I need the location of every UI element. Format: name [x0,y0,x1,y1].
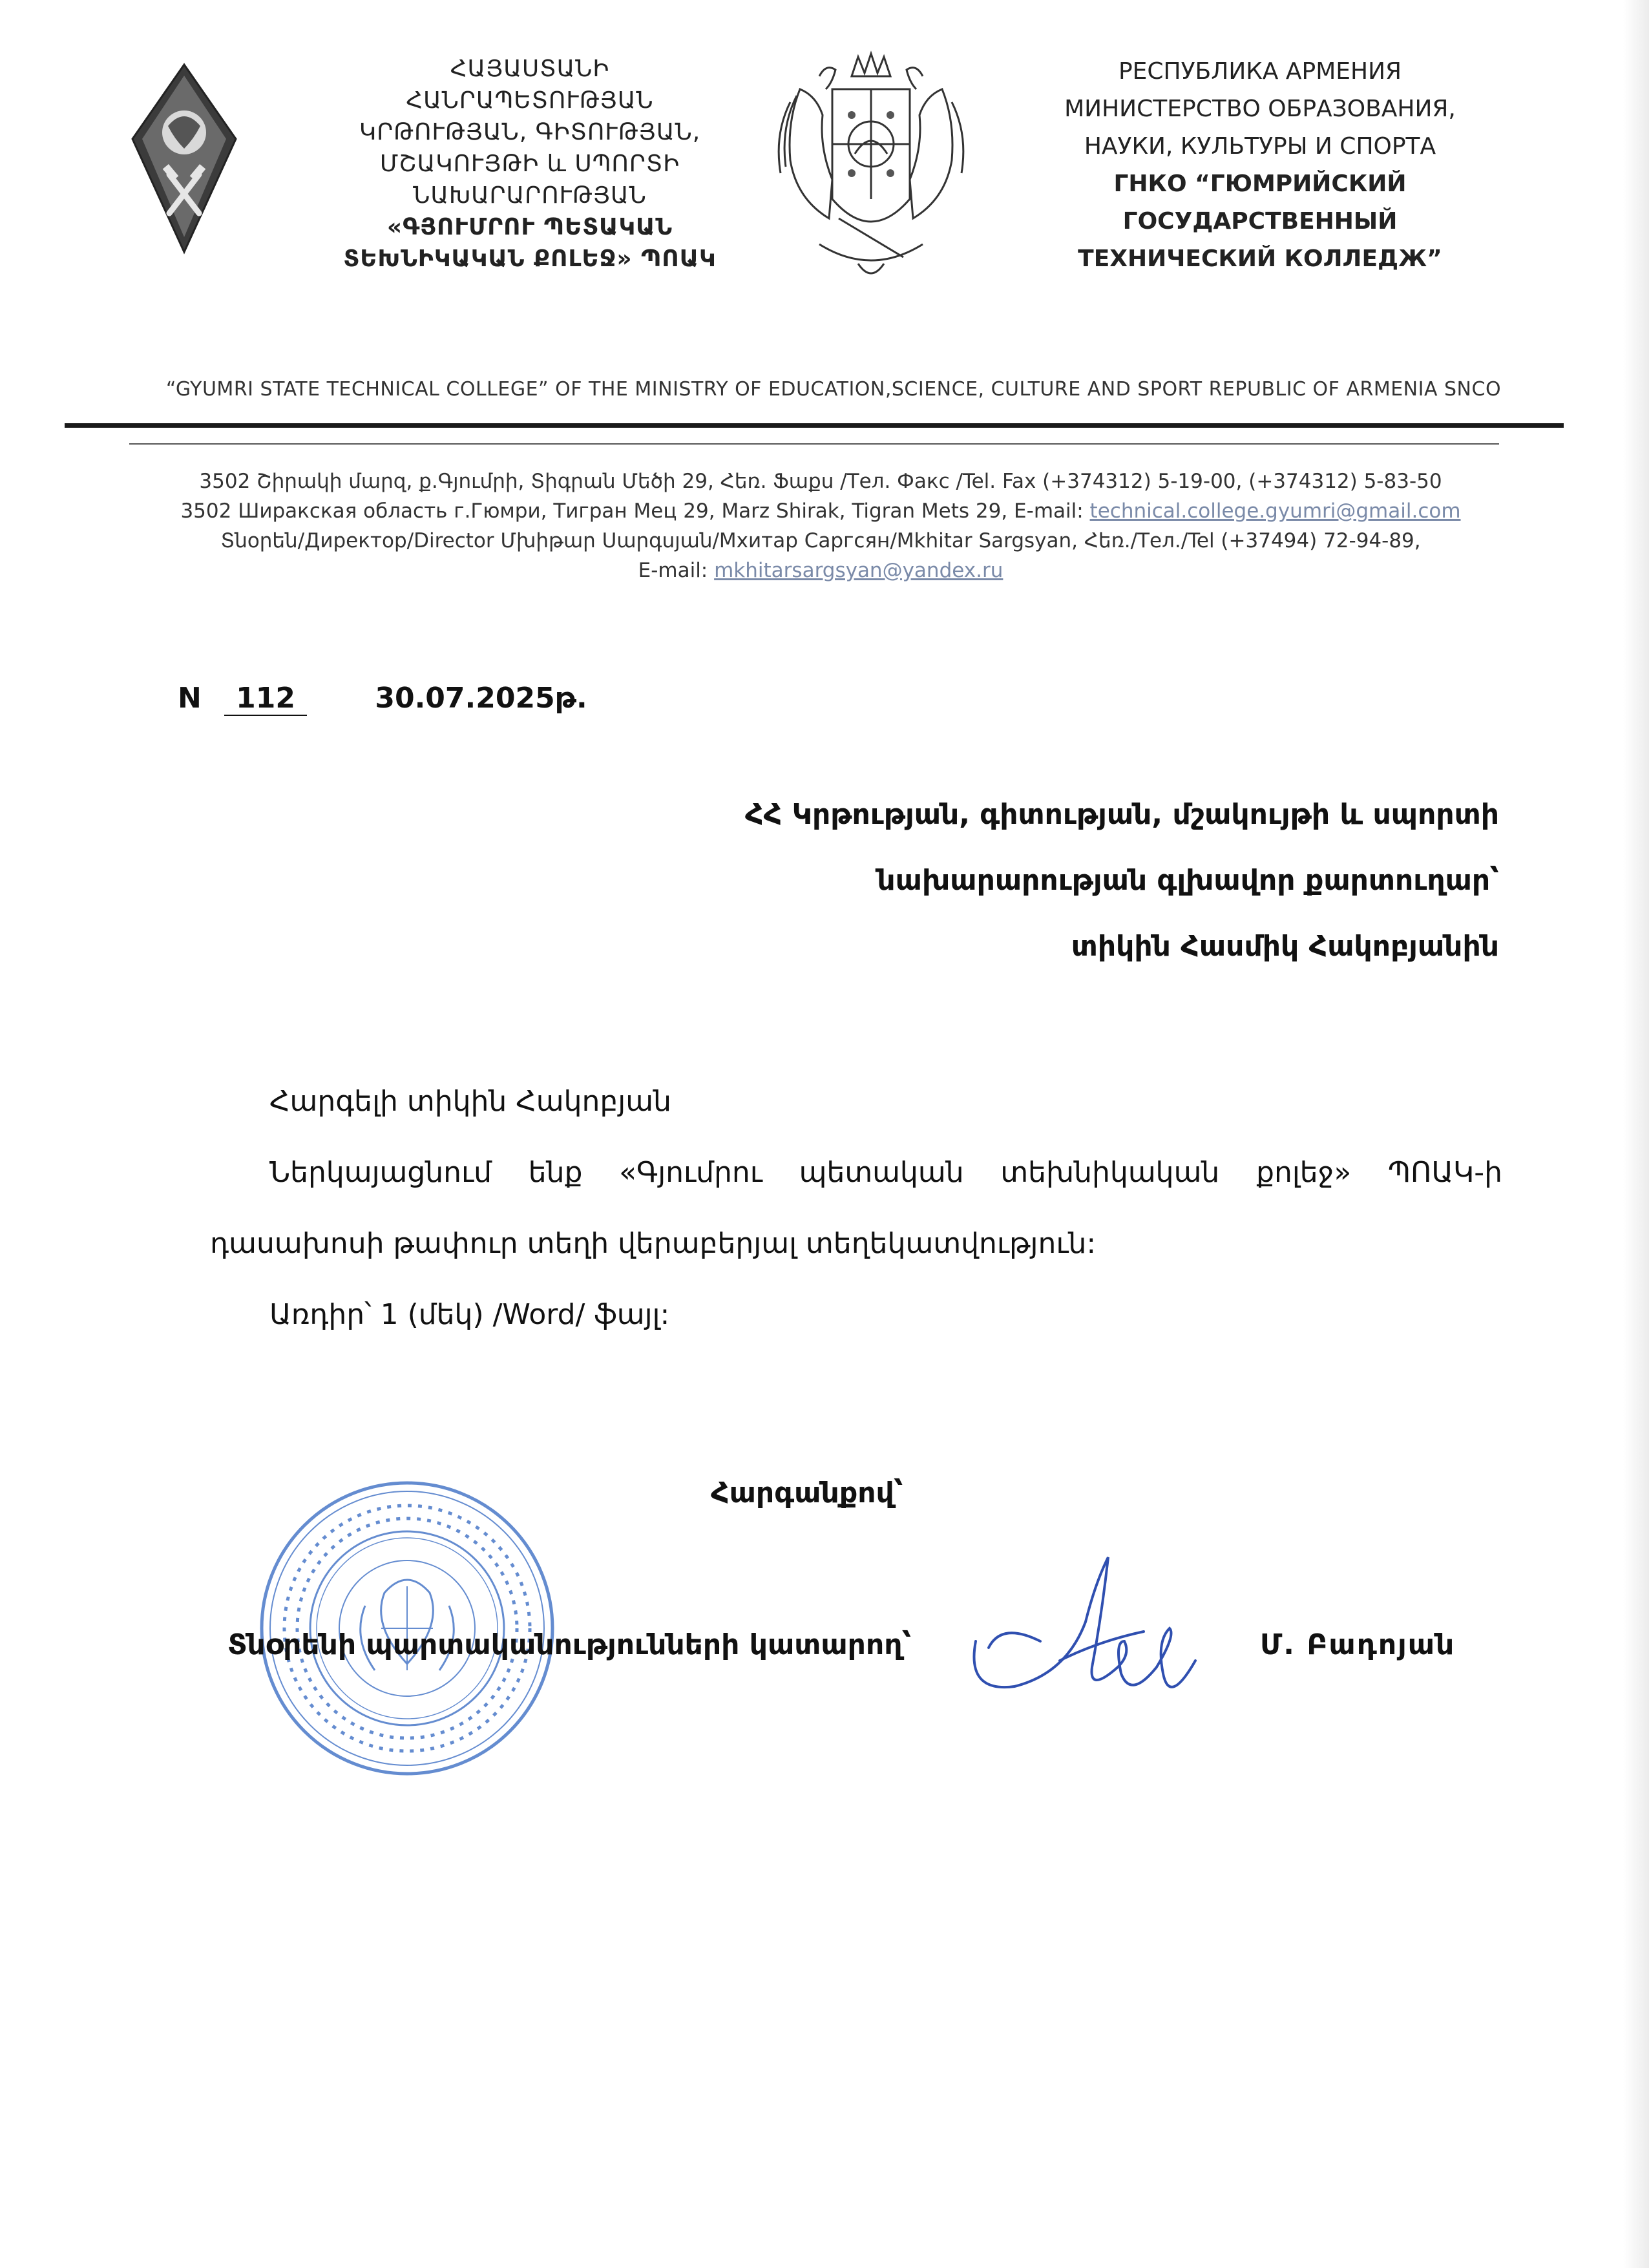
header-ru-line: ГОСУДАРСТВЕННЫЙ [1122,208,1398,235]
attachment-note: Առդիր՝ 1 (մեկ) /Word/ ֆայլ: [269,1298,670,1331]
header-hy-line: ՏԵԽՆԻԿԱԿԱՆ ՔՈԼԵՋ» ՊՈԱԿ [343,246,717,272]
college-logo-icon [129,61,239,255]
reference-number: 112 [224,682,307,716]
header-hy-line: «ԳՅՈՒՄՐՈՒ ՊԵՏԱԿԱՆ [386,214,673,240]
contact-info [78,467,1564,585]
header-russian [989,53,1531,278]
header-ru-line: ТЕХНИЧЕСКИЙ КОЛЛЕДЖ” [1078,246,1442,272]
college-email-link[interactable]: technical.college.gyumri@gmail.com [1089,499,1461,523]
header-ru-line: НАУКИ, КУЛЬТУРЫ И СПОРТА [1084,133,1436,160]
signatory-position: Տնօրենի պարտականությունների կատարող՝ [227,1628,912,1661]
header-hy-line: ՄՇԱԿՈՒՅԹԻ և ՍՊՈՐՏԻ [379,151,680,177]
header-ru-line: РЕСПУБЛИКА АРМЕНИЯ [1118,58,1402,85]
contact-address-text: 3502 Ширакская область г.Гюмри, Тигран Мец 29, Marz Shirak, Tigran Mets 29, E-mail: [180,499,1090,523]
addressee-block [530,782,1499,980]
contact-line-director: Տնօրեն/Директор/Director Մխիթար Սարգսյան/Мхитар Саргсян/Mkhitar Sargsyan, Հեռ./Тел./Tel (+37494) 72-94-89, [220,529,1421,552]
addressee-line: ՀՀ Կրթության, գիտության, մշակույթի և սպորտի [745,798,1499,831]
body-paragraph-line1: Ներկայացնում ենք «Գյումրու պետական տեխնիկական քոլեջ» ՊՈԱԿ-ի [269,1156,1502,1189]
header-hy-line: ՀԱՆՐԱՊԵՏՈՒԹՅԱՆ [406,87,654,114]
header-armenian [252,53,808,275]
header-ru-line: МИНИСТЕРСТВО ОБРАЗОВАНИЯ, [1064,96,1456,122]
closing-regards: Հարգանքով՝ [711,1476,903,1509]
reference-date: 30.07.2025թ. [375,682,587,715]
contact-line-address-ru [78,496,1564,526]
contact-line-director-email [78,556,1564,585]
addressee-line: տիկին Հասմիկ Հակոբյանին [1071,930,1499,963]
body-paragraph-line2: դասախոսի թափուր տեղի վերաբերյալ տեղեկատվություն: [210,1227,1097,1260]
header-english: “GYUMRI STATE TECHNICAL COLLEGE” OF THE MINISTRY OF EDUCATION,SCIENCE, CULTURE AND SPORT REPUBLIC OF ARMENIA SNCO [165,378,1502,401]
addressee-line: նախարարության գլխավոր քարտուղար՝ [877,864,1499,897]
contact-line-address-hy: 3502 Շիրակի մարզ, ք.Գյումրի, Տիգրան Մեծի 29, Հեռ. Ֆաքս /Тел. Факс /Tel. Fax (+374312) 5-19-00, (+374312) 5-83-50 [199,470,1442,493]
signature-icon [963,1544,1215,1738]
header-ru-line: ГНКО “ГЮМРИЙСКИЙ [1113,171,1407,197]
header-divider-thick [65,423,1564,428]
header-divider-thin [129,443,1499,445]
header-hy-line: ԿՐԹՈՒԹՅԱՆ, ԳԻՏՈՒԹՅԱՆ, [359,119,701,145]
scan-edge-shadow [1623,0,1649,2268]
salutation: Հարգելի տիկին Հակոբյան [269,1085,671,1118]
director-email-label: E-mail: [638,559,715,582]
header-hy-line: ՆԱԽԱՐԱՐՈՒԹՅԱՆ [413,182,647,209]
header-hy-line: ՀԱՅԱՍՏԱՆԻ [450,56,610,82]
document-reference [178,682,587,716]
signer-name: Մ. Բադոյան [1260,1628,1456,1661]
director-email-link[interactable]: mkhitarsargsyan@yandex.ru [714,559,1003,582]
reference-n-label: N [178,682,202,715]
coat-of-arms-icon [761,50,981,289]
letter-body [210,1066,1502,1350]
